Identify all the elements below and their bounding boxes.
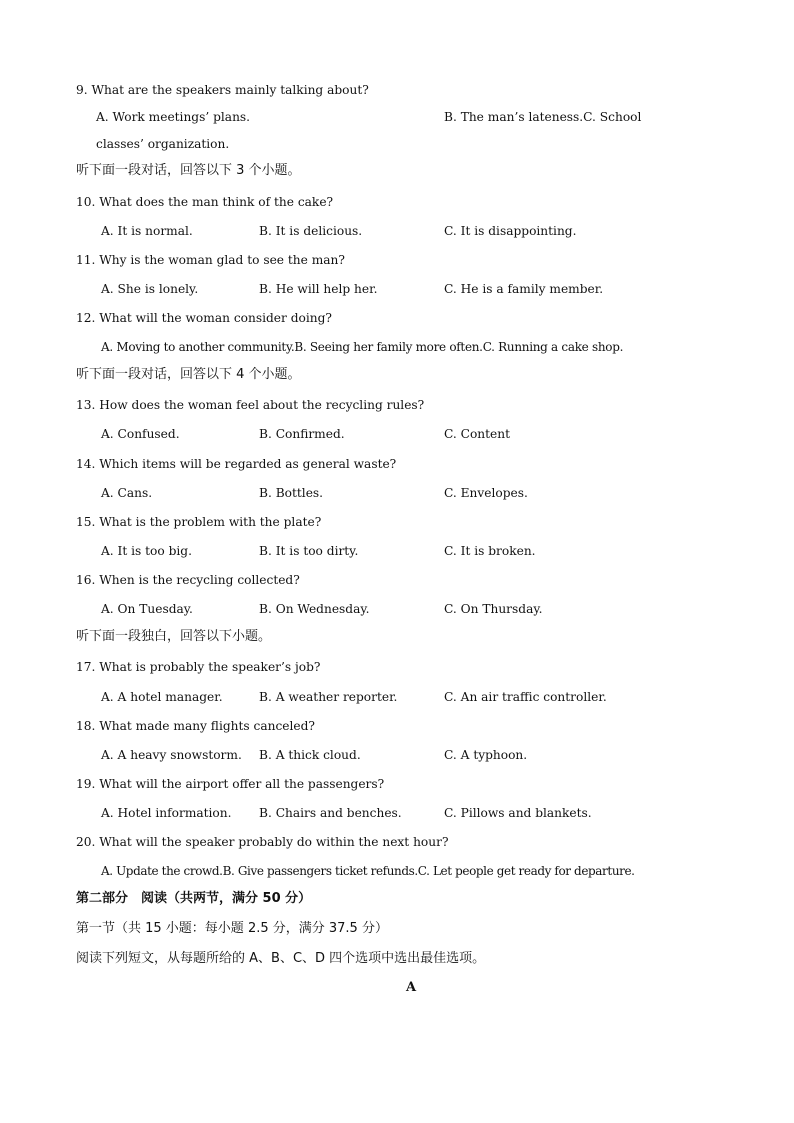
q18-option-a: A. A heavy snowstorm. bbox=[101, 748, 242, 762]
passage-label: A bbox=[405, 980, 417, 995]
q9-option-c-cont: classes’ organization. bbox=[96, 137, 230, 151]
question-13: 13. How does the woman feel about the recycling rules? bbox=[76, 398, 425, 412]
q19-option-c: C. Pillows and blankets. bbox=[444, 806, 592, 820]
question-14: 14. Which items will be regarded as general waste? bbox=[76, 457, 397, 471]
section-heading-dialogue-4: 听下面一段对话，回答以下 4 个小题。 bbox=[76, 367, 301, 382]
q10-option-c: C. It is disappointing. bbox=[444, 224, 577, 238]
q14-option-a: A. Cans. bbox=[101, 486, 153, 500]
question-19: 19. What will the airport offer all the passengers? bbox=[76, 777, 385, 791]
q15-option-b: B. It is too dirty. bbox=[259, 544, 359, 558]
q17-option-b: B. A weather reporter. bbox=[259, 690, 398, 704]
q14-option-b: B. Bottles. bbox=[259, 486, 324, 500]
question-20: 20. What will the speaker probably do within the next hour? bbox=[76, 835, 449, 849]
q11-option-b: B. He will help her. bbox=[259, 282, 378, 296]
q17-option-c: C. An air traffic controller. bbox=[444, 690, 607, 704]
q11-option-c: C. He is a family member. bbox=[444, 282, 604, 296]
q19-option-a: A. Hotel information. bbox=[101, 806, 232, 820]
section-heading-dialogue-3: 听下面一段对话，回答以下 3 个小题。 bbox=[76, 163, 301, 178]
question-15: 15. What is the problem with the plate? bbox=[76, 515, 322, 529]
q9-option-b-c: B. The man’s lateness.C. School bbox=[444, 110, 642, 124]
q19-option-b: B. Chairs and benches. bbox=[259, 806, 402, 820]
section-heading-monologue: 听下面一段独白，回答以下小题。 bbox=[76, 629, 272, 644]
question-17: 17. What is probably the speaker’s job? bbox=[76, 660, 321, 674]
q16-option-b: B. On Wednesday. bbox=[259, 602, 370, 616]
q13-option-a: A. Confused. bbox=[101, 427, 180, 441]
q20-options: A. Update the crowd.B. Give passengers ticket refunds.C. Let people get ready for departure. bbox=[101, 864, 635, 878]
q12-options: A. Moving to another community.B. Seeing her family more often.C. Running a cake shop. bbox=[101, 340, 624, 354]
q14-option-c: C. Envelopes. bbox=[444, 486, 528, 500]
question-12: 12. What will the woman consider doing? bbox=[76, 311, 332, 325]
question-11: 11. Why is the woman glad to see the man? bbox=[76, 253, 345, 267]
question-18: 18. What made many flights canceled? bbox=[76, 719, 315, 733]
question-16: 16. When is the recycling collected? bbox=[76, 573, 300, 587]
q10-option-b: B. It is delicious. bbox=[259, 224, 363, 238]
question-10: 10. What does the man think of the cake? bbox=[76, 195, 334, 209]
part-two-section-one: 第一节（共 15 小题：每小题 2.5 分，满分 37.5 分） bbox=[76, 921, 388, 936]
q16-option-a: A. On Tuesday. bbox=[101, 602, 193, 616]
q18-option-b: B. A thick cloud. bbox=[259, 748, 361, 762]
q13-option-c: C. Content bbox=[444, 427, 511, 441]
q15-option-c: C. It is broken. bbox=[444, 544, 536, 558]
question-9: 9. What are the speakers mainly talking about? bbox=[76, 83, 369, 97]
q13-option-b: B. Confirmed. bbox=[259, 427, 345, 441]
q18-option-c: C. A typhoon. bbox=[444, 748, 528, 762]
q9-option-a: A. Work meetings’ plans. bbox=[96, 110, 251, 124]
q16-option-c: C. On Thursday. bbox=[444, 602, 543, 616]
q11-option-a: A. She is lonely. bbox=[101, 282, 199, 296]
part-two-title: 第二部分 阅读（共两节，满分 50 分） bbox=[76, 891, 312, 906]
q15-option-a: A. It is too big. bbox=[101, 544, 192, 558]
part-two-instructions: 阅读下列短文，从每题所给的 A、B、C、D 四个选项中选出最佳选项。 bbox=[76, 951, 486, 966]
q10-option-a: A. It is normal. bbox=[101, 224, 193, 238]
q17-option-a: A. A hotel manager. bbox=[101, 690, 223, 704]
